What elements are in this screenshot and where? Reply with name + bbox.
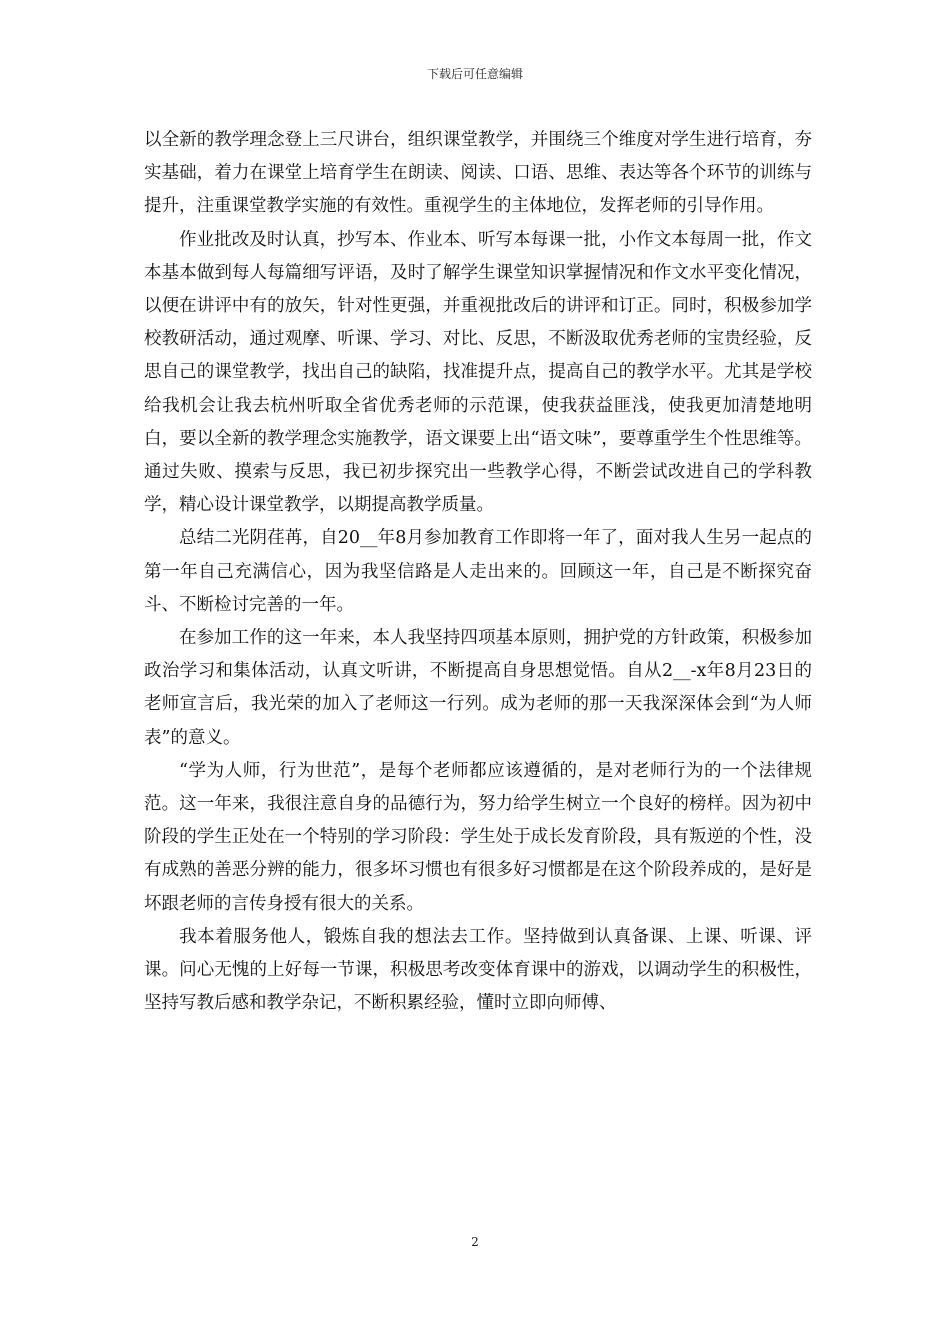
paragraph-6: 我本着服务他人，锻炼自我的想法去工作。坚持做到认真备课、上课、听课、评课。问心无愧的上好每一节课，积极思考改变体育课中的游戏，以调动学生的积极性，坚持写教后感和教学杂记，不断积累经验，懂时立即向师傅、 — [144, 926, 812, 1014]
paragraph-3: 总结二光阴荏苒，自20__年8月参加教育工作即将一年了，面对我人生另一起点的第一年自己充满信心，因为我坚信路是人走出来的。回顾这一年，自己是不断探究奋斗、不断检讨完善的一年。 — [144, 528, 812, 615]
page-number: 2 — [471, 1235, 479, 1249]
page-header-note: 下载后可任意编辑 — [426, 67, 523, 81]
paragraph-1: 以全新的教学理念登上三尺讲台，组织课堂教学，并围绕三个维度对学生进行培育，夯实基础，着力在课堂上培育学生在朗读、阅读、口语、思维、表达等各个环节的训练与提升，注重课堂教学实施的有效性。重视学生的主体地位，发挥老师的引导作用。 — [144, 130, 812, 217]
document-body — [144, 124, 812, 1020]
paragraph-4: 在参加工作的这一年来，本人我坚持四项基本原则，拥护党的方针政策，积极参加政治学习和集体活动，认真文听讲，不断提高自身思想觉悟。自从2__-x年8月23日的老师宣言后，我光荣的加入了老师这一行列。成为老师的那一天我深深体会到“为人师表”的意义。 — [144, 628, 812, 748]
paragraph-5: “学为人师，行为世范”，是每个老师都应该遵循的，是对老师行为的一个法律规范。这一年来，我很注意自身的品德行为，努力给学生树立一个良好的榜样。因为初中阶段的学生正处在一个特别的学习阶段：学生处于成长发育阶段，具有叛逆的个性，没有成熟的善恶分辨的能力，很多坏习惯也有很多好习惯都是在这个阶段养成的，是好是坏跟老师的言传身授有很大的关系。 — [144, 760, 812, 914]
paragraph-2: 作业批改及时认真，抄写本、作业本、听写本每课一批，小作文本每周一批，作文本基本做到每人每篇细写评语，及时了解学生课堂知识掌握情况和作文水平变化情况，以便在讲评中有的放矢，针对性更强，并重视批改后的讲评和订正。同时，积极参加学校教研活动，通过观摩、听课、学习、对比、反思，不断汲取优秀老师的宝贵经验，反思自己的课堂教学，找出自己的缺陷，找准提升点，提高自己的教学水平。尤其是学校给我机会让我去杭州听取全省优秀老师的示范课，使我获益匪浅，使我更加清楚地明白，要以全新的教学理念实施教学，语文课要上出“语文味”，要尊重学生个性思维等。通过失败、摸索与反思，我已初步探究出一些教学心得，不断尝试改进自己的学科教学，精心设计课堂教学，以期提高教学质量。 — [144, 229, 812, 516]
